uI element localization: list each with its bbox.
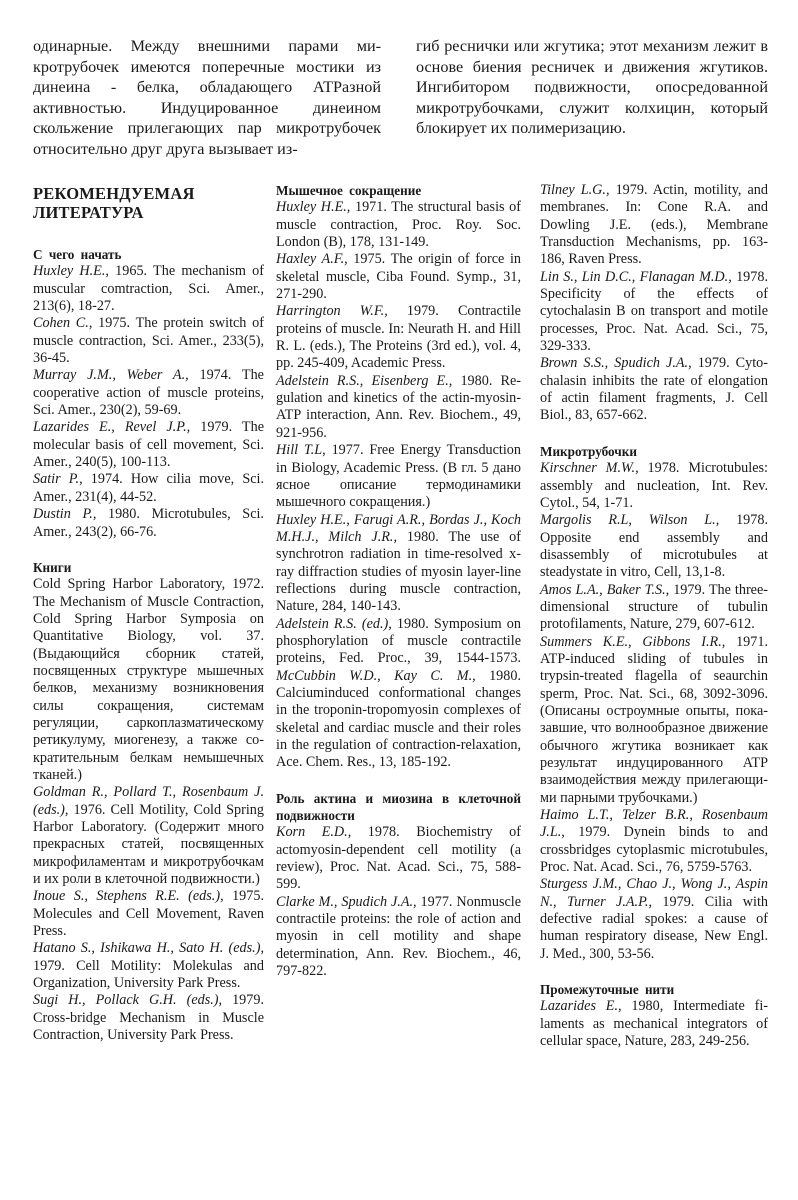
bibliography-section (33, 246, 264, 541)
section-heading: Микротрубочки (540, 443, 637, 459)
section-heading: Промежуточные нити (540, 982, 675, 998)
bibliography-section (540, 182, 768, 425)
reference-entry (540, 807, 768, 876)
reference-text: 1979. The molecular basis of cell movement, Sci. Amer., 240(5), 100-113. (33, 419, 264, 471)
reference-text: 1979. Actin, motility, and membranes. In: Cone R.A. and Dowling J.E. (eds.), Membrane Transduction Mechanisms, pp. 163-186, Raven Press. (540, 182, 768, 268)
reference-text: 1980. Microtubules, Sci. Amer., 243(2), 66-76. (33, 506, 264, 540)
reference-text: 1979. Dynein binds to and crossbridges cytoplasmic microtubules, Proc. Nat. Acad. Sci., 76, 5759-5763. (540, 824, 768, 876)
reference-entry (33, 471, 264, 506)
reference-authors: Kirschner M.W., (540, 460, 639, 477)
reference-entry (540, 634, 768, 807)
intro-text-right: гиб реснички или жгутика; этот механизм лежит в основе биения ресничек и движения жгутиков. Ингибитором подвижности, опосредованной микротрубочками, служит колхицин, который блокирует их полимеризацию. (416, 37, 768, 138)
reference-text: 1980. Regulation and kinetics of the actin-myosin-ATP interaction, Ann. Rev. Biochem., 49, 921-956. (276, 372, 521, 441)
bibliography-section (276, 182, 521, 772)
reference-text: 1979. Cilia with defective radial spokes: a cause of human respiratory disease, New Engl. J. Med., 300, 53-56. (540, 893, 768, 962)
reference-text: 1978. Biochemistry of actomyosin-dependent cell motility (a review), Proc. Nat. Acad. Sci., 75, 588-599. (276, 824, 521, 893)
reference-entry (276, 251, 521, 303)
reference-authors: Sturgess J.M., Chao J., Wong J., Aspin N., Turner J.A.P., (540, 876, 768, 910)
reference-text: 1980. Symposium on phosphorylation of muscle contractile proteins, Fed. Proc., 39, 1544-1573. (276, 615, 521, 667)
reference-entry (276, 894, 521, 981)
reference-text: 1979. Contractile proteins of muscle. In: Neurath H. and Hill R. L. (eds.), The Proteins (3rd ed.), vol. 4, pp. 245-409, Academic Press. (276, 303, 521, 372)
reference-authors: Amos L.A., Baker T.S., (540, 581, 670, 598)
bibliography-title: РЕКОМЕНДУЕМАЯ ЛИТЕРАТУРА (33, 184, 195, 222)
reference-authors: Murray J.M., Weber A., (33, 367, 189, 384)
reference-authors: Brown S.S., Spudich J.A., (540, 355, 692, 372)
reference-text: 1971. The structural basis of muscle contraction, Proc. Roy. Soc. London (B), 178, 131-149. (276, 199, 521, 251)
reference-text: 1980. The use of synchrotron radiation in time-resolved x-ray diffraction studies of myosin layer-line reflections during muscle contraction, Nature, 284, 140-143. (276, 528, 521, 615)
reference-entry (540, 182, 768, 269)
reference-text: 1974. The cooperative action of muscle proteins, Sci. Amer., 230(2), 59-69. (33, 367, 264, 419)
reference-entry (33, 888, 264, 940)
reference-entry (276, 512, 521, 616)
reference-text: 1977. Nonmuscle contractile proteins: the role of action and myosin in cell motility and shape determination, Ann. Rev. Biochem., 46, 797-822. (276, 893, 521, 980)
reference-authors: Adelstein R.S. (ed.), (276, 615, 392, 632)
reference-entry (33, 576, 264, 784)
reference-authors: Haimo L.T., Telzer B.R., Rosenbaum J.L., (540, 807, 768, 841)
reference-authors: Margolis R.L, Wilson L., (540, 512, 720, 529)
reference-entry (540, 460, 768, 512)
bibliography-section (540, 443, 768, 963)
reference-entry (33, 315, 264, 367)
reference-authors: Summers K.E., Gibbons I.R., (540, 633, 726, 650)
reference-text: 1978. Microtubules: assembly and nucleation, Int. Rev. Cytol., 54, 1-71. (540, 460, 768, 511)
reference-text: 1978. Opposite end assembly and disassembly of microtubules at steadystate in vitro, Cell, 13,1-8. (540, 512, 768, 581)
reference-text: 1975. Molecules and Cell Movement, Raven Press. (33, 888, 264, 940)
reference-text: 1978. Specificity of the effects of cytochalasin B on transport and motile processes, Proc. Nat. Acad. Sci., 75, 329-333. (540, 268, 769, 355)
reference-authors: Tilney L.G., (540, 182, 610, 198)
reference-entry (33, 367, 264, 419)
reference-entry (33, 784, 264, 888)
reference-authors: Huxley H.E., (33, 263, 109, 280)
reference-entry (276, 373, 521, 442)
reference-text: 1975. The origin of force in skeletal muscle, Ciba Found. Symp., 31, 271-290. (276, 251, 521, 303)
reference-text: 1971. ATP-induced sliding of tubules in trypsin-treated flagella of seaurchin sperm, Proc. Nat. Sci., 68, 3092-3096. (Описаны остроумные опыты, показавшие, что волнообразное движение обычного жгутика возникает как результат индуцированного ATP взаимодействия между прилегающими парными трубочками.) (540, 633, 769, 806)
reference-entry (276, 199, 521, 251)
reference-text: 1979. Cytochalasin inhibits the rate of elongation of actin filament fragments, J. Cell Biol., 83, 657-662. (540, 355, 769, 424)
reference-entry (33, 419, 264, 471)
reference-authors: Lin S., Lin D.C., Flanagan M.D., (540, 268, 732, 285)
reference-entry (276, 616, 521, 772)
reference-entry (540, 355, 768, 424)
reference-authors: McCubbin W.D., Kay C. M., (276, 667, 476, 684)
bibliography-column-2 (276, 182, 521, 998)
reference-text: 1974. How cilia move, Sci. Amer., 231(4), 44-52. (33, 471, 264, 505)
reference-entry (540, 998, 768, 1050)
reference-authors: Satir P., (33, 471, 83, 488)
reference-entry (33, 506, 264, 541)
reference-entry (33, 263, 264, 315)
reference-authors: Clarke M., Spudich J.A., (276, 893, 417, 910)
bibliography-section (540, 981, 768, 1050)
reference-authors: Haxley A.F., (276, 251, 348, 268)
reference-authors: Huxley H.E., Farugi A.R., Bordas J., Koch M.H.J., Milch J.R., (276, 511, 521, 545)
reference-text: 1965. The mechanism of muscular comtraction, Sci. Amer., 213(6), 18-27. (33, 263, 264, 315)
reference-text: 1979. Cross-bridge Mechanism in Muscle Contraction, University Park Press. (33, 992, 264, 1044)
reference-authors: Huxley H.E., (276, 199, 351, 216)
reference-authors: Goldman R., Pollard T., Rosenbaum J. (eds.), (33, 784, 264, 818)
reference-entry (540, 876, 768, 963)
reference-text: 1975. The protein switch of muscle contraction, Sci. Amer., 233(5), 36-45. (33, 315, 264, 367)
reference-authors: Cohen C., (33, 315, 93, 332)
reference-entry (540, 512, 768, 581)
reference-text: 1980, Intermediate filaments as mechanical integrators of cellular space, Nature, 283, 249-256. (540, 998, 768, 1050)
reference-text: 1979. The three-dimensional structure of tubulin protofilaments, Nature, 279, 607-612. (540, 581, 768, 633)
reference-text: 1979. Cell Motility: Molekulas and Organization, University Park Press. (33, 957, 264, 992)
reference-text: 1976. Cell Motility, Cold Spring Harbor Laboratory. (Содержит много прекрасных статей, посвященных микрофиламентам и микротрубочкам и их роли в клеточной подвижности.) (33, 801, 264, 888)
reference-entry (276, 442, 521, 511)
reference-entry (276, 303, 521, 372)
reference-entry (33, 992, 264, 1044)
reference-text: 1977. Free Energy Transduction in Biology, Academic Press. (В гл. 5 дано ясное описание термодинамики мышечного сокращения.) (276, 442, 521, 511)
reference-text: 1980. Calciuminduced conformational changes in the troponin-tropomyosin complexes of skeletal and cardiac muscle and their roles in the regulation of contraction-relaxation, Ace. Chem. Res., 13, 185-192. (276, 667, 522, 771)
reference-authors: Adelstein R.S., Eisenberg E., (276, 372, 453, 389)
reference-text: Cold Spring Harbor Laboratory, 1972. The Mechanism of Muscle Contraction, Cold Spring Harbor Symposia on Quantitative Biology, vol. 37. (Выдающийся сборник статей, посвященных структуре мышечных белков, механизму возникновения силы сокращения, системам регуляции, саркоплазматическому ретикулуму, миогенезу, а также сократительным белкам немышечных тканей.) (33, 576, 264, 783)
section-heading: Мышечное сокращение (276, 183, 422, 198)
reference-authors: Hill T.L, (276, 442, 326, 459)
section-heading: Книги (33, 559, 72, 575)
reference-authors: Sugi H., Pollack G.H. (eds.), (33, 992, 223, 1009)
reference-authors: Hatano S., Ishikawa H., Sato H. (eds.), (33, 940, 264, 957)
reference-authors: Inoue S., Stephens R.E. (eds.), (33, 888, 224, 905)
bibliography-column-1 (33, 182, 264, 1062)
reference-authors: Harrington W.F., (276, 303, 388, 320)
reference-authors: Lazarides E., (540, 998, 622, 1015)
section-heading: Роль актина и миозина в клеточной подвижности (276, 790, 521, 824)
section-heading: С чего начать (33, 247, 122, 262)
reference-entry (276, 824, 521, 893)
bibliography-section (276, 790, 521, 981)
reference-entry (540, 269, 768, 356)
bibliography-column-3 (540, 182, 768, 1069)
reference-authors: Lazarides E., Revel J.P., (33, 419, 191, 436)
reference-entry (540, 582, 768, 634)
reference-authors: Korn E.D., (276, 824, 352, 841)
bibliography-section (33, 559, 264, 1045)
reference-authors: Dustin P., (33, 506, 97, 523)
reference-entry (33, 940, 264, 992)
intro-text-left: одинарные. Между внешними парами микротрубочек имеются поперечные мостики из динеина - белка, обладающего АТРазной активностью. Индуцированное динеином скольжение прилегающих пар микротрубочек относительно друг друга вызывает из- (33, 37, 381, 158)
